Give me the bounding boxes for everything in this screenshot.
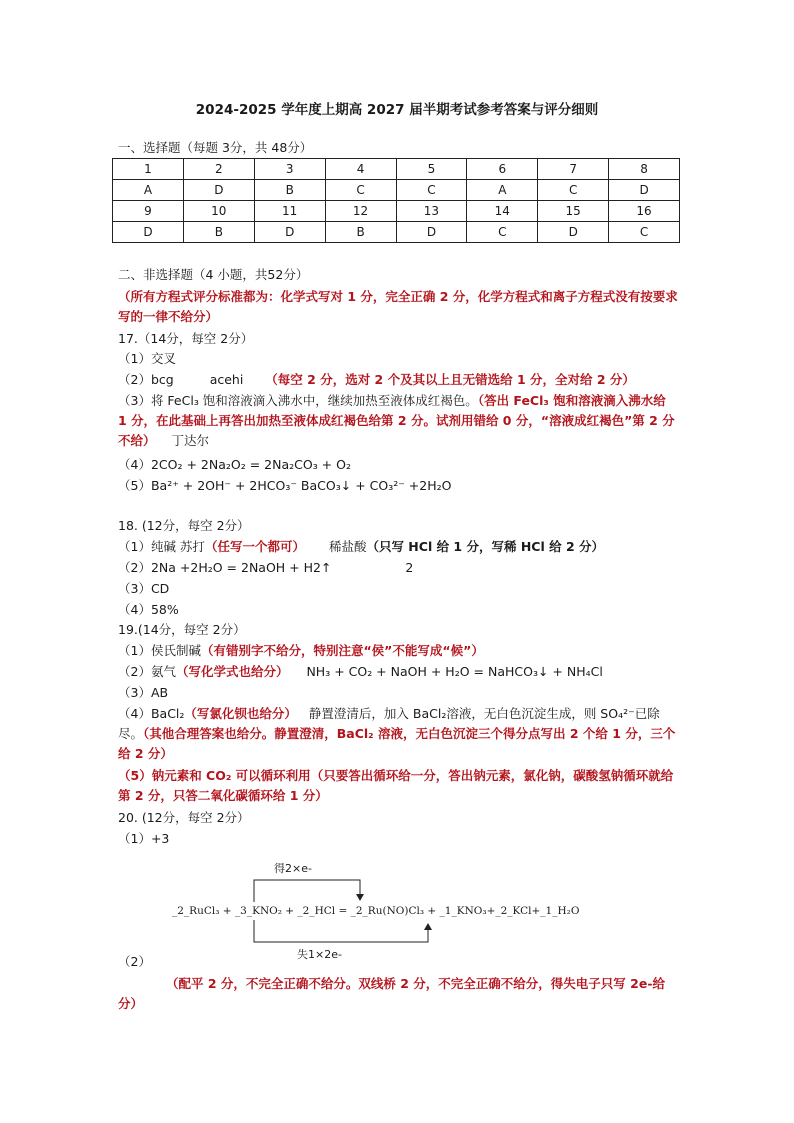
- q17-answer-3: [118, 391, 678, 451]
- q19-a1-note: （有错别字不给分，特别注意“侯”不能写成“候”）: [200, 643, 484, 658]
- table-cell: A: [467, 180, 538, 201]
- q19-a4-note2: （其他合理答案也给分。静置澄清，BaCl₂ 溶液，无白色沉淀三个得分点写出 2 个给 1 分，三个给 2 分）: [118, 726, 676, 761]
- section2-heading: 二、非选择题（4 小题，共52分）: [118, 267, 309, 282]
- q17-heading: 17.（14分，每空 2分）: [118, 331, 254, 346]
- q18-answer-2: [118, 558, 413, 578]
- table-cell: D: [183, 180, 254, 201]
- q20-answer-2: （2）: [118, 954, 151, 969]
- table-row-nums-1: [113, 159, 680, 180]
- page-title: 2024-2025 学年度上期高 2027 届半期考试参考答案与评分细则: [195, 102, 599, 118]
- table-cell: A: [113, 180, 184, 201]
- q19-a2-note: （写化学式也给分）: [175, 664, 289, 679]
- q19-a1-text: （1）侯氏制碱: [118, 643, 201, 658]
- table-cell: 4: [325, 159, 396, 180]
- q18-a1-text: （1）纯碱 苏打: [118, 539, 205, 554]
- q18-a2-eq: （2）2Na +2H₂O = 2NaOH + H2↑: [118, 560, 332, 575]
- table-cell: C: [396, 180, 467, 201]
- section2-note: （所有方程式评分标准都为：化学式写对 1 分，完全正确 2 分，化学方程式和离子方程式没有按要求写的一律不给分）: [118, 289, 678, 324]
- answer-table: [112, 158, 680, 243]
- table-cell: 15: [538, 201, 609, 222]
- table-row-ans-1: [113, 180, 680, 201]
- section1-heading: 一、选择题（每题 3分，共 48分）: [118, 140, 313, 155]
- table-cell: 9: [113, 201, 184, 222]
- q17-answer-5: （5）Ba²⁺ + 2OH⁻ + 2HCO₃⁻ BaCO₃↓ + CO₃²⁻ +2H₂O: [118, 478, 452, 493]
- table-cell: C: [538, 180, 609, 201]
- q20-answer-2-note: （配平 2 分，不完全正确不给分。双线桥 2 分，不完全正确不给分，得失电子只写 2e-给分）: [118, 976, 666, 1011]
- table-cell: 1: [113, 159, 184, 180]
- table-cell: C: [467, 222, 538, 243]
- q17-answer-1: （1）交叉: [118, 351, 176, 366]
- q19-a2-equation: NH₃ + CO₂ + NaOH + H₂O = NaHCO₃↓ + NH₄Cl: [306, 664, 603, 679]
- q17-a2-value: acehi: [209, 372, 244, 387]
- table-cell: 12: [325, 201, 396, 222]
- table-cell: 2: [183, 159, 254, 180]
- table-cell: B: [183, 222, 254, 243]
- table-cell: D: [396, 222, 467, 243]
- q17-a3-note: （答出 FeCl₃ 饱和溶液滴入沸水给 1 分，在此基础上再答出加热至液体成红褐色给第 2 分。试剂用错给 0 分，“溶液成红褐色”第 2 分不给）: [118, 393, 675, 448]
- q19-answer-4: [118, 704, 678, 764]
- q17-a2-note: （每空 2 分，选对 2 个及其以上且无错选给 1 分，全对给 2 分）: [265, 372, 635, 387]
- table-cell: C: [325, 180, 396, 201]
- q17-a2-label: （2）bcg: [118, 372, 174, 387]
- table-cell: D: [254, 222, 325, 243]
- table-cell: 10: [183, 201, 254, 222]
- table-cell: 14: [467, 201, 538, 222]
- table-cell: 16: [609, 201, 680, 222]
- balanced-equation: _2_RuCl₃ + _3_KNO₂ + _2_HCl = _2_Ru(NO)Cl₃ + _1_KNO₃+_2_KCl+_1_H₂O: [172, 905, 580, 917]
- table-cell: 6: [467, 159, 538, 180]
- q19-a5-note: （只要答出循环给一分，答出钠元素，氯化钠，碳酸氢钠循环就给第 2 分，只答二氧化碳循环给 1 分）: [118, 768, 674, 803]
- q19-answer-3: （3）AB: [118, 685, 169, 700]
- q20-answer-1: （1）+3: [118, 831, 170, 846]
- q17-a3-text: （3）将 FeCl₃ 饱和溶液滴入沸水中，继续加热至液体成红褐色。: [118, 393, 478, 408]
- q18-a2-value: 2: [405, 560, 414, 575]
- q19-a4-note1: （写氯化钡也给分）: [184, 706, 297, 721]
- q19-answer-5: [118, 766, 678, 806]
- q19-a4-text1: （4）BaCl₂: [118, 706, 185, 721]
- q19-a4-text2: 静置澄清后，加入 BaCl₂溶液，无白色沉淀生成，则 SO₄²⁻已除尽。: [118, 706, 660, 741]
- q18-answer-4: （4）58%: [118, 602, 179, 617]
- table-cell: 8: [609, 159, 680, 180]
- table-cell: B: [254, 180, 325, 201]
- table-cell: B: [325, 222, 396, 243]
- q19-a5-text: （5）钠元素和 CO₂ 可以循环利用: [118, 768, 311, 783]
- gain-electron-label: 得2×e-: [274, 862, 312, 875]
- q17-answer-4: （4）2CO₂ + 2Na₂O₂ = 2Na₂CO₃ + O₂: [118, 457, 351, 472]
- table-cell: D: [538, 222, 609, 243]
- loss-electron-label: 失1×2e-: [297, 948, 342, 961]
- table-cell: D: [609, 180, 680, 201]
- table-cell: 13: [396, 201, 467, 222]
- q18-answer-1: [118, 537, 604, 557]
- q19-answer-1: [118, 641, 484, 661]
- q18-a1-note1: （任写一个都可）: [204, 539, 305, 554]
- table-cell: 11: [254, 201, 325, 222]
- q19-heading: 19.(14分，每空 2分）: [118, 622, 246, 637]
- q19-answer-2: [118, 662, 603, 682]
- q18-answer-3: （3）CD: [118, 581, 170, 596]
- q18-a1-text2: 稀盐酸: [328, 539, 367, 554]
- q19-a2-text: （2）氨气: [118, 664, 176, 679]
- table-row-nums-2: [113, 201, 680, 222]
- table-cell: 7: [538, 159, 609, 180]
- q17-a3-tail: 丁达尔: [171, 433, 210, 448]
- table-cell: 3: [254, 159, 325, 180]
- q17-answer-2: [118, 370, 635, 390]
- q18-heading: 18. (12分，每空 2分）: [118, 518, 250, 533]
- table-row-ans-2: [113, 222, 680, 243]
- table-cell: 5: [396, 159, 467, 180]
- table-cell: C: [609, 222, 680, 243]
- q20-heading: 20. (12分，每空 2分）: [118, 810, 250, 825]
- table-cell: D: [113, 222, 184, 243]
- q18-a1-note2: （只写 HCl 给 1 分，写稀 HCl 给 2 分）: [366, 539, 605, 554]
